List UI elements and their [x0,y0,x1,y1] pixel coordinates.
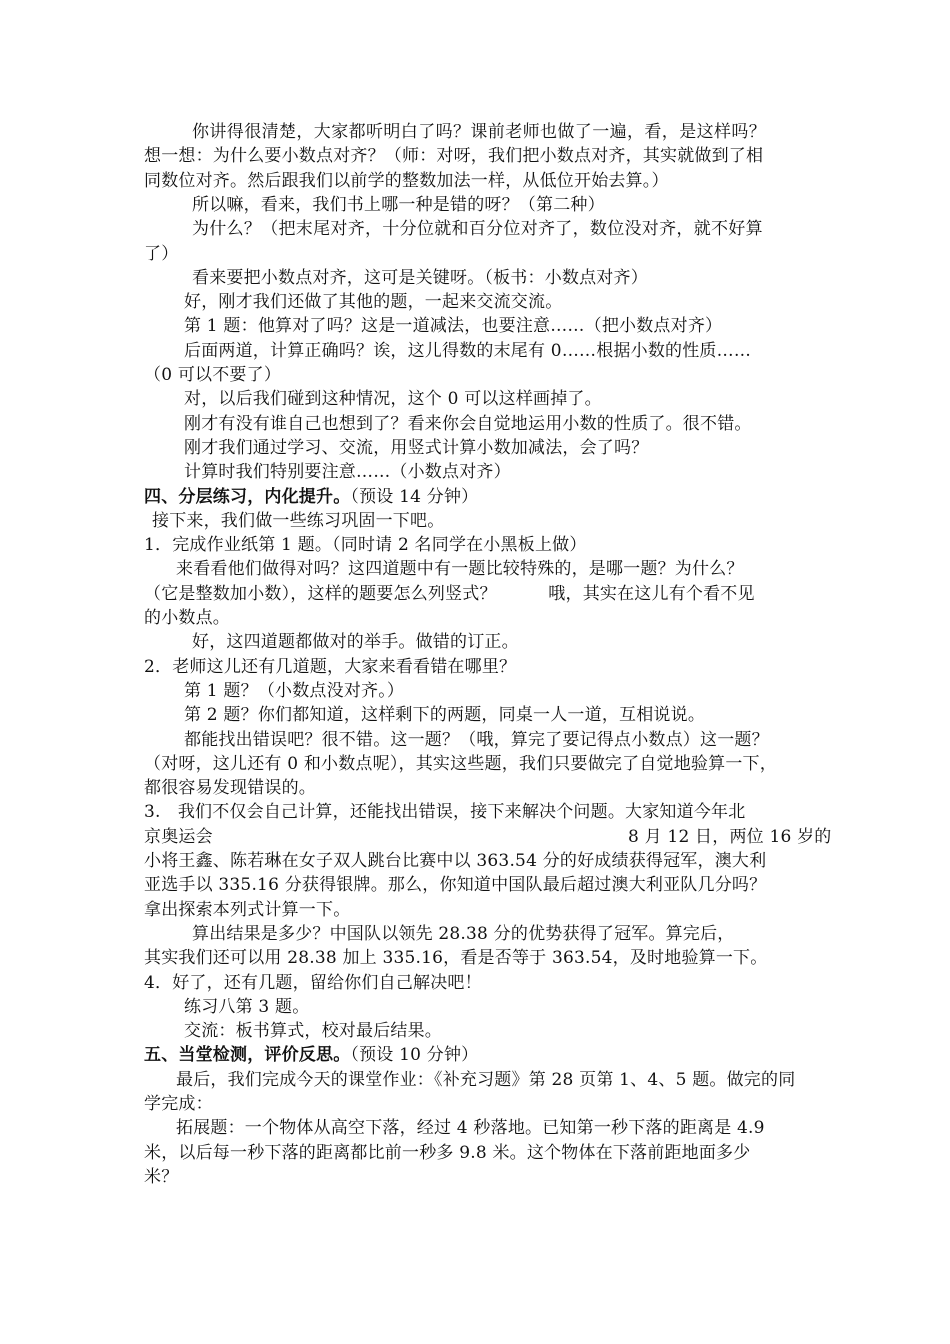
text-line [144,243,178,267]
text-line [144,607,230,631]
text-line [144,1166,178,1190]
text-line [144,1093,213,1117]
text-line [144,170,669,194]
line-text: 练习八第 3 题。 [184,997,310,1017]
text-line [144,729,769,753]
line-text: 米，以后每一秒下落的距离都比前一秒多 9.8 米。这个物体在下落前距地面多少 [144,1143,751,1163]
text-line [144,194,605,218]
line-text: （0 可以不要了） [144,365,282,385]
text-line [144,510,444,534]
text-line [144,364,281,388]
text-line [144,583,755,607]
line-text: 算出结果是多少？中国队以领先 28.38 分的优势获得了冠军。算完后， [192,924,735,944]
line-text: 所以嘛，看来，我们书上哪一种是错的呀？（第二种） [192,195,605,215]
line-text: 都能找出错误吧？很不错。这一题？（哦，算完了要记得点小数点）这一题？ [184,730,769,750]
line-text: 亚选手以 335.16 分获得银牌。那么，你知道中国队最后超过澳大利亚队几分吗？ [144,875,767,895]
text-line [144,826,832,850]
text-line [144,777,316,801]
text-line [144,534,587,558]
line-text: 刚才我们通过学习、交流，用竖式计算小数加减法，会了吗？ [184,438,649,458]
text-line [144,850,766,874]
text-line [144,996,309,1020]
section-heading [144,1044,478,1068]
text-line [144,680,404,704]
line-text: 的小数点。 [144,608,230,628]
text-line [144,413,752,437]
text-line [144,267,648,291]
line-text: 后面两道，计算正确吗？诶，这儿得数的末尾有 0……根据小数的性质…… [184,341,752,361]
text-line [144,874,766,898]
text-line [144,315,722,339]
line-text: （对呀，这儿还有 0 和小数点呢），其实这些题，我们只要做完了自觉地验算一下， [144,754,777,774]
text-line [144,704,705,728]
text-line [144,558,744,582]
section-heading [144,486,478,510]
text-line [144,753,777,777]
line-text: 都很容易发现错误的。 [144,778,316,798]
line-text: 2．老师这儿还有几道题，大家来看看错在哪里？ [144,657,517,677]
text-line [144,1117,765,1141]
line-text: 四、分层练习，内化提升。 [144,487,351,507]
line-text: 接下来，我们做一些练习巩固一下吧。 [152,511,445,531]
line-text: 好，刚才我们还做了其他的题，一起来交流交流。 [184,292,563,312]
text-line [144,631,519,655]
line-text: 米？ [144,1167,179,1187]
line-text: 刚才有没有谁自己也想到了？看来你会自觉地运用小数的性质了。很不错。 [184,414,752,434]
text-line [144,437,648,461]
text-line [144,340,751,364]
text-line [144,388,602,412]
line-text: 交流：板书算式，校对最后结果。 [184,1021,442,1041]
line-text: 最后，我们完成今天的课堂作业：《补充习题》第 28 页第 1、4、5 题。做完的同 [176,1070,796,1090]
line-text: 京奥运会 [144,827,213,847]
line-text: （它是整数加小数），这样的题要怎么列竖式？ 哦，其实在这儿有个看不见 [144,584,755,604]
line-text: 其实我们还可以用 28.38 加上 335.16，看是否等于 363.54，及时地验算一下。 [144,948,768,968]
line-text: 拿出探索本列式计算一下。 [144,900,351,920]
text-line [144,923,734,947]
line-text: 计算时我们特别要注意……（小数点对齐） [184,462,511,482]
line-text: 同数位对齐。然后跟我们以前学的整数加法一样，从低位开始去算。） [144,171,669,191]
line-text: 看来要把小数点对齐，这可是关键呀。（板书：小数点对齐） [192,268,648,288]
text-line [144,121,766,145]
text-line [144,291,562,315]
time-note: （预设 10 分钟） [350,1045,479,1065]
line-text: 4．好了，还有几题，留给你们自己解决吧！ [144,973,482,993]
text-line [144,145,763,169]
line-text: 来看看他们做得对吗？这四道题中有一题比较特殊的，是哪一题？为什么？ [176,559,744,579]
line-text: 小将王鑫、陈若琳在女子双人跳台比赛中以 363.54 分的好成绩获得冠军，澳大利 [144,851,767,871]
line-text: 你讲得很清楚，大家都听明白了吗？课前老师也做了一遍，看，是这样吗？ [192,122,767,142]
line-text: 想一想：为什么要小数点对齐？（师：对呀，我们把小数点对齐，其实就做到了相 [144,146,764,166]
line-text: 了） [144,244,179,264]
text-line [144,218,763,242]
line-text: 1．完成作业纸第 1 题。（同时请 2 名同学在小黑板上做） [144,535,587,555]
text-line [144,1069,795,1093]
text-line [144,947,767,971]
line-text: 好，这四道题都做对的举手。做错的订正。 [192,632,519,652]
line-text: 拓展题：一个物体从高空下落，经过 4 秒落地。已知第一秒下落的距离是 4.9 [176,1118,765,1138]
text-line [144,801,745,825]
line-text: 对，以后我们碰到这种情况，这个 0 可以这样画掉了。 [184,389,602,409]
text-line [144,1142,750,1166]
text-line [144,656,516,680]
line-text: 五、当堂检测，评价反思。 [144,1045,351,1065]
line-text: 第 1 题：他算对了吗？这是一道减法，也要注意……（把小数点对齐） [184,316,723,336]
text-line [144,899,350,923]
line-text: 3. 我们不仅会自己计算，还能找出错误，接下来解决个问题。大家知道今年北 [144,802,746,822]
line-text-tail: 8 月 12 日，两位 16 岁的 [628,827,832,847]
text-line [144,461,511,485]
line-text: 第 1 题？（小数点没对齐。） [184,681,405,701]
line-text: 为什么？（把末尾对齐，十分位就和百分位对齐了，数位没对齐，就不好算 [192,219,763,239]
text-line [144,972,482,996]
text-line [144,1020,442,1044]
line-text: 学完成： [144,1094,213,1114]
line-text: 第 2 题？你们都知道，这样剩下的两题，同桌一人一道，互相说说。 [184,705,706,725]
time-note: （预设 14 分钟） [350,487,479,507]
